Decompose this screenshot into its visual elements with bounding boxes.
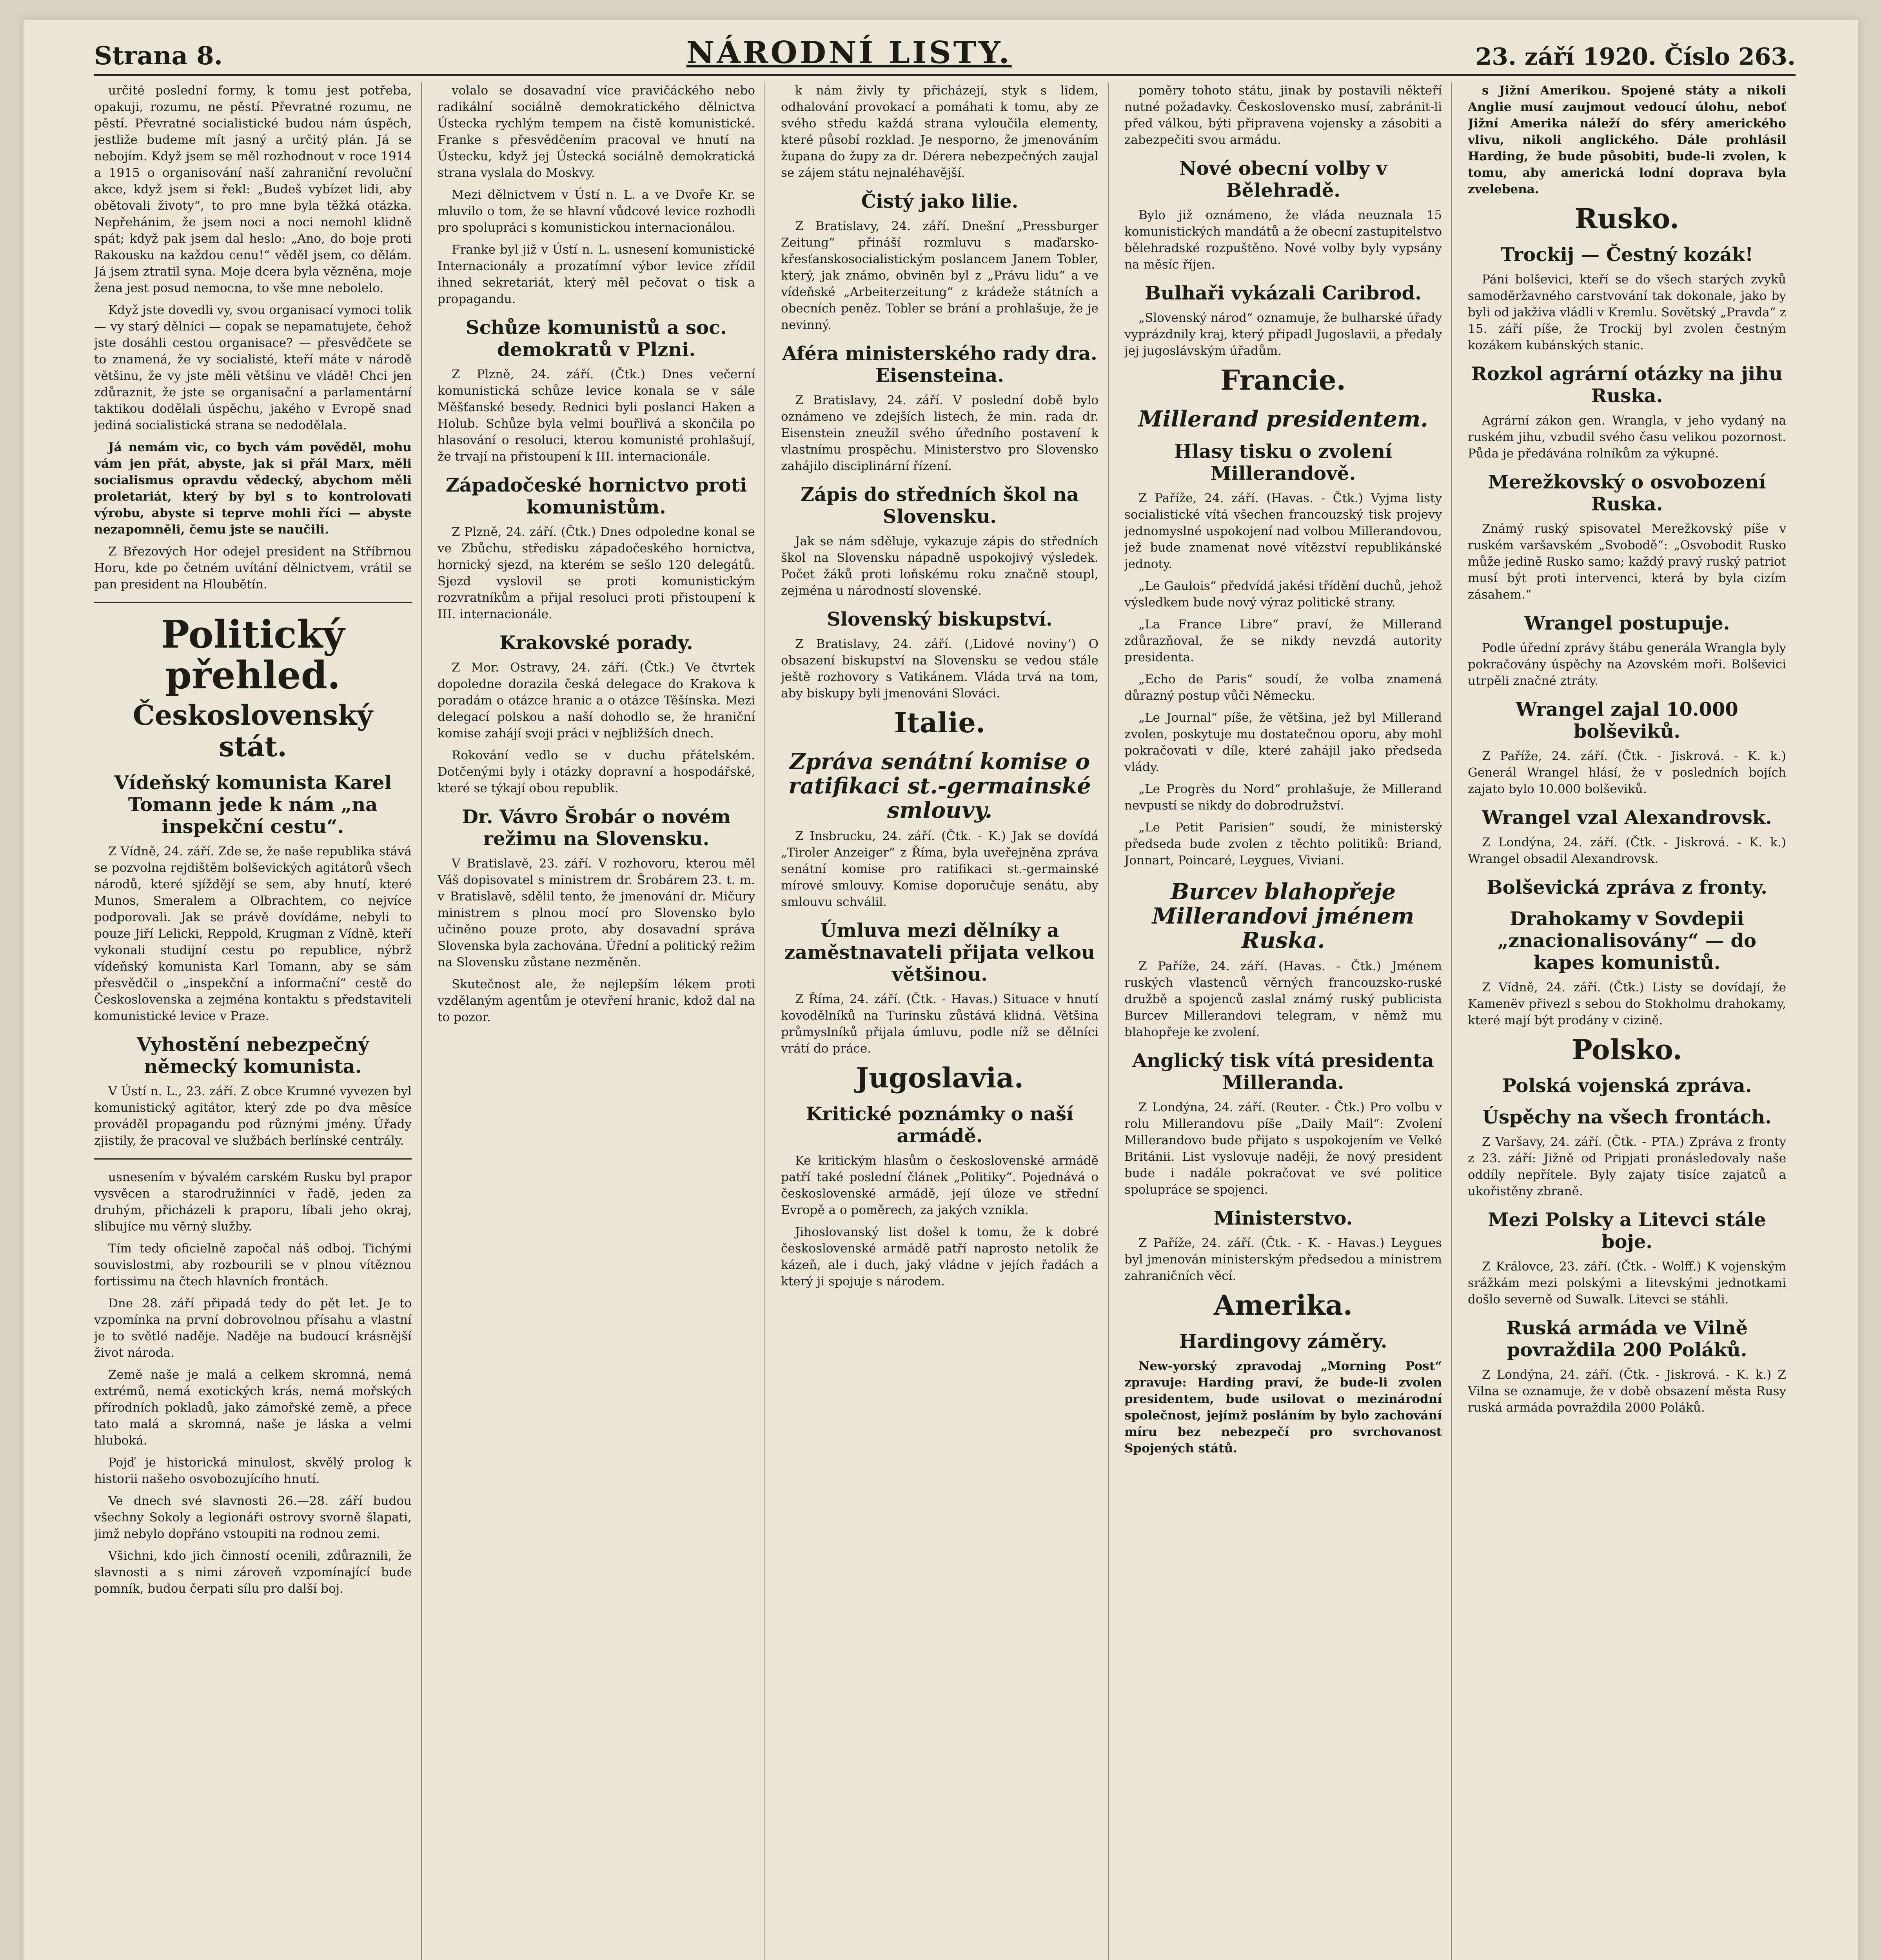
article-paragraph: Z Londýna, 24. září. (Čtk. - Jiskrová. - K. k.) Z Vilna se oznamuje, že v době obsazení města Rusy ruská armáda povraždila 2000 Poláků. (1468, 1368, 1786, 1415)
article-headline: Millerand presidentem. (1138, 406, 1428, 432)
article-headline: Západočeské hornictvo proti komunistům. (445, 474, 747, 518)
article-paragraph: Páni bolševici, kteří se do všech starých zvyků samoděržavného carstvování tak dokonale, jako by byli od jakživa vládli v Kremlu. Sovětský „Pravda“ z 15. září píše, že Trockij byl zvolen čestným kozákem kubánských stanic. (1468, 272, 1786, 352)
article-paragraph: Bylo již oznámeno, že vláda neuznala 15 komunistických mandátů a že obecní zastupitelstvo bělehradské rozpuštěno. Nové volby byly vypsány na měsíc říjen. (1124, 208, 1442, 272)
paper-title: NÁRODNÍ LISTY. (686, 35, 1012, 71)
article-headline: Úspěchy na všech frontách. (1482, 1106, 1772, 1128)
article-headline: Wrangel vzal Alexandrovsk. (1482, 807, 1772, 829)
article-paragraph: Z Mor. Ostravy, 24. září. (Čtk.) Ve čtvrtek dopoledne dorazila česká delegace do Krakova k poradám o otázce hranic a o otázce Těšínska. Mezi delegací polskou a naší dohodlo se, že hraniční komise zahájí svoji práci v nejbližších dnech. (438, 661, 755, 740)
article-paragraph: Z Královce, 23. září. (Čtk. - Wolff.) K vojenským srážkám mezi polskými a litevskými jednotkami došlo severně od Suwalk. Litevci se stáhli. (1468, 1259, 1786, 1307)
article-headline: Schůze komunistů a soc. demokratů v Plzni. (466, 317, 727, 361)
article-paragraph: Známý ruský spisovatel Merežkovský píše v ruském varšavském „Svobodě“: „Osvobodit Rusko může jedině Rusko samo; každý pravý ruský patriot musí být proti intervenci, která by byla cizím zásahem.“ (1468, 522, 1786, 602)
article-headline: Bulhaři vykázali Caribrod. (1145, 282, 1422, 304)
article-headline: Ministerstvo. (1213, 1207, 1353, 1229)
article-headline: Zpráva senátní komise o ratifikaci st.-germainské smlouvy. (788, 749, 1091, 823)
article-headline: Wrangel postupuje. (1524, 612, 1730, 634)
article-paragraph: „La France Libre“ praví, že Millerand zdůrazňoval, že se nikdy nevzdá autority presidenta. (1124, 617, 1442, 664)
article-headline: Bolševická zpráva z fronty. (1487, 877, 1767, 898)
article-headline: Nové obecní volby v Bělehradě. (1179, 158, 1387, 201)
article-paragraph: Skutečnost ale, že nejlepším lékem proti vzdělaným agentům je otevření hranic, kdož dal na to pozor. (438, 977, 755, 1024)
article-paragraph: Jak se nám sděluje, vykazuje zápis do středních škol na Slovensku nápadně uspokojivý výsledek. Počet žáků proti loňskému roku značně stoupl, zejména u národností slovenské. (781, 534, 1098, 598)
article-paragraph: Pojď je historická minulost, skvělý prolog k historii našeho osvobozujícího hnutí. (94, 1455, 412, 1486)
article-headline: Vyhostění nebezpečný německý komunista. (136, 1034, 369, 1078)
issue-date: 23. září 1920. Číslo 263. (1475, 43, 1796, 71)
article-paragraph: Z Bratislavy, 24. září. Dnešní „Pressburger Zeitung“ přináší rozmluvu s maďarsko-křesťanskosocialistickým poslancem Janem Tobler, který, jak známo, obviněn byl z „Právu lidu“ a ve vídeňské „Arbeiterzeitung“ z krádeže státních a obecních peněz. Tobler se brání a prohlašuje, že je nevinný. (781, 219, 1098, 332)
article-paragraph: Z Plzně, 24. září. (Čtk.) Dnes odpoledne konal se ve Zbůchu, středisku západočeského hornictva, hornický sjezd, na kterém se sešlo 120 delegátů. Sjezd vyslovil se proti komunistickým rozvratníkům a přijal resoluci proti přistoupení k III. internacionále. (438, 525, 755, 621)
article-paragraph: volalo se dosavadní více pravičáckého nebo radikální sociálně demokratického dělnictva Ústecka rychlým tempem na čistě komunistické. Franke s přesvědčením pracoval ve hnutí na Ústecku, když jej Ústecká sociálně demokratická strana vyslala do Moskvy. (438, 83, 755, 180)
article-headline: Čistý jako lilie. (861, 191, 1019, 212)
section-title: Politický přehled. (161, 612, 345, 697)
article-paragraph: Tím tedy oficielně započal náš odboj. Tichými souvislostmi, aby rozbourili se v plnou vítěznou fortissimu na čtech hlavních frontách. (94, 1241, 412, 1289)
article-paragraph: Ke kritickým hlasům o československé armádě patří také poslední článek „Politiky“. Pojednává o československé armádě, její úloze ve střední Evropě a o poměrech, za jakých vznikla. (781, 1154, 1098, 1217)
article-paragraph: Franke byl již v Ústí n. L. usnesení komunistické Internacionály a prozatímní výbor levice zřídil ihned sekretariát, který měl pečovat o tisk a propagandu. (438, 243, 755, 306)
article-columns (94, 82, 1796, 1960)
article-headline: Trockij — Čestný kozák! (1500, 244, 1754, 266)
article-paragraph: Podle úřední zprávy štábu generála Wrangla byly pokračovány úspěchy na Azovském moři. Bolševici utrpěli značné ztráty. (1468, 641, 1786, 688)
article-paragraph: Z Varšavy, 24. září. (Čtk. - PTA.) Zpráva z fronty z 23. září: Jižně od Pripjati pronásledovaly naše oddíly nepřítele. Byly zajaty tisíce zajatců a ukořistěny zbraně. (1468, 1135, 1786, 1198)
column-3 (781, 82, 1109, 1960)
article-paragraph: usnesením v bývalém carském Rusku byl prapor vysvěcen a starodružinníci v řadě, jeden za druhým, přicházeli k praporu, líbali jeho okraj, slibujíce mu věrný služby. (94, 1170, 412, 1234)
article-paragraph: Dne 28. září připadá tedy do pět let. Je to vzpomínka na první dobrovolnou přísahu a vlastní je to světlé naděje. Naděje na budoucí krásnější život národa. (94, 1296, 412, 1360)
article-headline: Vídeňský komunista Karel Tomann jede k nám „na inspekční cestu“. (114, 772, 392, 838)
article-headline: Wrangel zajal 10.000 bolševiků. (1516, 699, 1738, 742)
article-paragraph: V Ústí n. L., 23. září. Z obce Krumné vyvezen byl komunistický agitátor, který zde po dva měsíce prováděl propagandu pod různými jmény. Úřady zjistily, že pracoval ve službách berlínské centrály. (94, 1084, 412, 1148)
article-paragraph: k nám živly ty přicházejí, styk s lidem, odhalování provokací a pomáhati k tomu, aby ze svého středu každá strana vyloučila elementy, které působí rozklad. Je nesporno, že jmenováním župana do župy za dr. Dérera nebezpečných zaujal se zájem státu nejnaléhavější. (781, 83, 1098, 180)
article-paragraph: s Jižní Amerikou. Spojené státy a nikoli Anglie musí zaujmout vedoucí úlohu, neboť Jižní Amerika náleží do sféry amerického vlivu, nikoli anglického. Dále prohlásil Harding, že bude působiti, bude-li zvolen, k tomu, aby americká lodní doprava byla zvelebena. (1468, 83, 1786, 196)
article-paragraph: Z Vídně, 24. září. Zde se, že naše republika stává se pozvolna rejdištěm bolševických agitátorů všech národů, které sjíždějí se sem, aby hnutí, které Munos, Smeralem a Olbrachtem, co nejvíce podporovali. Jak se právě dovídáme, nebyli to pouze Jiří Lelicki, Reppold, Krugman z Vídně, kteří vykonali studijní cestu po republice, nýbrž vídeňský komunista Karl Tomann, aby se sám přesvědčil o „inspekční a informační“ cestě do Československa a zejména kontaktu s představiteli komunistické levice v Praze. (94, 844, 412, 1023)
article-paragraph: Z Říma, 24. září. (Čtk. - Havas.) Situace v hnutí kovodělníků na Turinsku zůstává klidná. Většina průmyslníků přijala úmluvu, podle níž se dělníci vrátí do práce. (781, 992, 1098, 1056)
section-subtitle: Rusko. (1574, 202, 1679, 235)
article-paragraph: Mezi dělnictvem v Ústí n. L. a ve Dvoře Kr. se mluvilo o tom, že se hlavní vůdcové levice rozhodli pro spolupráci s komunistickou internacionálou. (438, 188, 755, 235)
article-headline: Kritické poznámky o naší armádě. (806, 1103, 1074, 1147)
article-paragraph: Z Vídně, 24. září. (Čtk.) Listy se dovídají, že Kamenëv přivezl s sebou do Stokholmu drahokamy, které mají být prodány v cizině. (1468, 980, 1786, 1027)
article-headline: Merežkovský o osvobození Ruska. (1488, 471, 1766, 515)
article-paragraph: „Le Petit Parisien“ soudí, že ministerský předseda bude zvolen z těchto politiků: Briand, Jonnart, Poincaré, Leygues, Viviani. (1124, 820, 1442, 867)
article-paragraph: Agrární zákon gen. Wrangla, v jeho vydaný na ruském jihu, vzbudil svého času velikou pozornost. Půda je předávána rolníkům za výkupné. (1468, 414, 1786, 461)
page-number: Strana 8. (94, 41, 223, 71)
article-headline: Hlasy tisku o zvolení Millerandově. (1174, 441, 1393, 485)
article-paragraph: určité poslední formy, k tomu jest potřeba, opakuji, rozumu, ne pěstí. Převratné rozumu, ne pěstí. Převratné socialistické budou nám úspěch, jestliže budeme mít jasný a určitý plán. Já se nebojím. Když jsem se měl rozhodnout v roce 1914 a 1915 o organisování naší zahraniční revoluční akce, když jsem si řekl: „Budeš vybízet lidi, aby obětovali životy“, to pro mne byla těžká otázka. Nepřehánim, že jsem noci a noci nemohl klidně spát; když pak jsem dal heslo: „Ano, do boje proti Rakousku na každou cenu!“ věděl jsem, co dělám. Já jsem ztratil syna. Moje dcera byla vězněna, moje žena jest posud nemocna, to vše mne nebolelo. (94, 83, 412, 295)
article-paragraph: Země naše je malá a celkem skromná, nemá extrémů, nemá exotických krás, nemá mořských přírodních pokladů, jako zámořské země, a přece tato malá a skromná, naše je láska a velmi hluboká. (94, 1368, 412, 1448)
article-paragraph: Rokování vedlo se v duchu přátelském. Dotčenými byly i otázky dopravní a hospodářské, které se týkají obou republik. (438, 748, 755, 795)
article-paragraph: Ve dnech své slavnosti 26.—28. září budou všechny Sokoly a legionáři ostrovy svorně šlapati, jimž nebylo dopřáno vstoupiti na rodnou zemi. (94, 1494, 412, 1541)
article-headline: Rozkol agrární otázky na jihu Ruska. (1471, 363, 1783, 407)
article-headline: Anglický tisk vítá presidenta Milleranda. (1132, 1050, 1434, 1094)
article-paragraph: Z Insbrucku, 24. září. (Čtk. - K.) Jak se dovídá „Tiroler Anzeiger“ z Říma, byla uveřejněna zpráva senátní komise pro ratifikaci st.-germainské mírové smlouvy. Komise doporučuje senátu, aby smlouvu schválil. (781, 829, 1098, 909)
article-paragraph: Z Březových Hor odejel president na Stříbrnou Horu, kde po četném uvítání dělnictvem, vrátil se pan president na Hloubětín. (94, 544, 412, 592)
article-paragraph: Z Paříže, 24. září. (Čtk. - Jiskrová. - K. k.) Generál Wrangel hlásí, že v posledních bojích zajato bylo 10.000 bolševiků. (1468, 749, 1786, 796)
article-paragraph: „Slovenský národ“ oznamuje, že bulharské úřady vyprázdnily kraj, který připadl Jugoslavii, a předaly jej jugoslávským úřadům. (1124, 311, 1442, 358)
section-subtitle: Francie. (1220, 364, 1346, 396)
article-headline: Dr. Vávro Šrobár o novém režimu na Slovensku. (462, 806, 731, 850)
column-5 (1468, 82, 1796, 1960)
article-paragraph: New-yorský zpravodaj „Morning Post“ zpravuje: Harding praví, že bude-li zvolen presidentem, bude usilovat o mezinárodní společnost, jejímž posláním by bylo zachování míru bez nebezpečí pro svrchovanost Spojených států. (1124, 1359, 1442, 1455)
article-paragraph: „Echo de Paris“ soudí, že volba znamená důrazný postup vůči Německu. (1124, 672, 1442, 703)
article-headline: Aféra ministerského rady dra. Eisensteina. (782, 343, 1097, 387)
article-paragraph: Z Paříže, 24. září. (Čtk. - K. - Havas.) Leygues byl jmenován ministerským předsedou a ministrem zahraničních věcí. (1124, 1236, 1442, 1283)
section-subtitle: Italie. (894, 706, 986, 739)
article-paragraph: Z Paříže, 24. září. (Havas. - Čtk.) Jménem ruských vlastenců věrných francouzsko-ruské družbě a spojenců zaslal známý ruský publicista Burcev Millerandovi telegram, v němž mu blahopřeje ke zvolení. (1124, 959, 1442, 1039)
column-4 (1124, 82, 1452, 1960)
article-paragraph: V Bratislavě, 23. září. V rozhovoru, kterou měl Váš dopisovatel s ministrem dr. Šrobárem 23. t. m. v Bratislavě, sdělil tento, že jmenování dr. Mičury ministrem s plnou mocí pro Slovensko bylo učiněno pouze proto, aby dosavadní správa Slovenska byla zachována. Úřední a politický režim na Slovensku zůstane nezměněn. (438, 857, 755, 969)
divider (94, 1158, 412, 1160)
newspaper-page (24, 20, 1858, 1960)
article-headline: Úmluva mezi dělníky a zaměstnavateli přijata velkou většinou. (784, 920, 1095, 985)
article-headline: Zápis do středních škol na Slovensku. (801, 484, 1079, 528)
article-paragraph: Z Bratislavy, 24. září. V poslední době bylo oznámeno ve zdejších listech, že min. rada dr. Eisenstein zneužil svého úředního postavení k vlastnímu prospěchu. Ministerstvo pro Slovensko zahájilo disciplinární řízení. (781, 393, 1098, 473)
article-paragraph: „Le Journal“ píše, že většina, jež byl Millerand zvolen, poskytuje mu dostatečnou oporu, aby mohl pokračovati v díle, které zahájil jako předseda vlády. (1124, 711, 1442, 774)
column-2 (438, 82, 765, 1960)
masthead (94, 27, 1796, 76)
article-headline: Mezi Polsky a Litevci stále boje. (1488, 1209, 1766, 1253)
article-headline: Drahokamy v Sovdepii „znacionalisovány“ — do kapes komunistů. (1498, 908, 1756, 974)
article-paragraph: Já nemám vic, co bych vám pověděl, mohu vám jen přát, abyste, jak si přál Marx, měli socialismus opravdu vědecký, abychom měli proletariát, který by byl s to kontrolovati výrobu, abyste si teprve mohli říci — abyste nezapomněli, čemu jste se naučili. (94, 440, 412, 537)
section-subtitle: Polsko. (1572, 1033, 1682, 1066)
article-paragraph: Z Londýna, 24. září. (Čtk. - Jiskrová. - K. k.) Wrangel obsadil Alexandrovsk. (1468, 835, 1786, 866)
section-subtitle: Československý stát. (133, 699, 373, 763)
section-subtitle: Amerika. (1213, 1289, 1353, 1321)
article-paragraph: Všichni, kdo jich činností ocenili, zdůraznili, že slavnosti a s nimi zároveň vzpomínající bude pomník, budou čerpati sílu pro další boj. (94, 1549, 412, 1596)
article-headline: Hardingovy záměry. (1179, 1330, 1387, 1352)
article-paragraph: Z Bratislavy, 24. září. (‚Lidové noviny‘) O obsazení biskupství na Slovensku se vedou stále ještě rozhovory s Vatikánem. Vláda trvá na tom, aby biskupy byli jmenováni Slováci. (781, 637, 1098, 701)
article-headline: Polská vojenská zpráva. (1502, 1075, 1752, 1097)
article-paragraph: „Le Gaulois“ předvídá jakési třídění duchů, jehož výsledkem bude nový výraz politické strany. (1124, 579, 1442, 610)
divider (94, 602, 412, 603)
article-paragraph: Když jste dovedli vy, svou organisací vymoci tolik — vy starý dělníci — copak se nepamatujete, čehož jste dosáhli cestou organisace? — přesvědčete se to znamená, že vy socialisté, kteří máte v národě většinu, že vy jste měli většinu ve vládě! Chci jen zdůraznit, že jste se organisační a parlamentární taktikou dodělali úspěchu, jakého v Evropě snad jediná socialistická strana se nedodělala. (94, 303, 412, 432)
article-paragraph: Z Plzně, 24. září. (Čtk.) Dnes večerní komunistická schůze levice konala se v sále Měšťanské besedy. Rednici byli poslanci Haken a Holub. Schůze byla velmi bouřlivá a skončila po hlasování o resoluci, kterou komunisté prohlašují, že trvají na přistoupení k III. internacionále. (438, 367, 755, 464)
article-paragraph: Z Paříže, 24. září. (Havas. - Čtk.) Vyjma listy socialistické vítá všechen francouzský tisk projevy jednomyslné uspokojení nad volbou Millerandovou, jež bude znamenat nové vítězství republikánské jednoty. (1124, 491, 1442, 571)
column-1 (94, 82, 422, 1960)
section-subtitle: Jugoslavia. (856, 1062, 1024, 1094)
article-paragraph: Jihoslovanský list došel k tomu, že k dobré československé armádě patří naprosto netolik že kázeň, ale i duch, jaký vládne v jejích řadách a který ji spojuje s národem. (781, 1225, 1098, 1289)
article-headline: Ruská armáda ve Vilně povraždila 200 Poláků. (1506, 1317, 1748, 1361)
article-paragraph: poměry tohoto státu, jinak by postavili někteří nutné požadavky. Československo musí, zabránit-li před válkou, býti připravena vojensky a zásobiti a zabezpečiti svou armádu. (1124, 83, 1442, 147)
article-paragraph: Z Londýna, 24. září. (Reuter. - Čtk.) Pro volbu v rolu Millerandovu píše „Daily Mail“: Zvolení Millerandovo bude přijato s uspokojením ve Velké Británii. List vyslovuje naději, že nový president bude i nadále pokračovat ve své politice spolupráce se spojenci. (1124, 1100, 1442, 1197)
article-headline: Krakovské porady. (499, 632, 693, 654)
article-paragraph: „Le Progrès du Nord“ prohlašuje, že Millerand nevpustí se nikdy do dobrodružství. (1124, 782, 1442, 813)
article-headline: Burcev blahopřeje Millerandovi jménem Ruska. (1152, 879, 1414, 953)
article-headline: Slovenský biskupství. (827, 608, 1053, 630)
